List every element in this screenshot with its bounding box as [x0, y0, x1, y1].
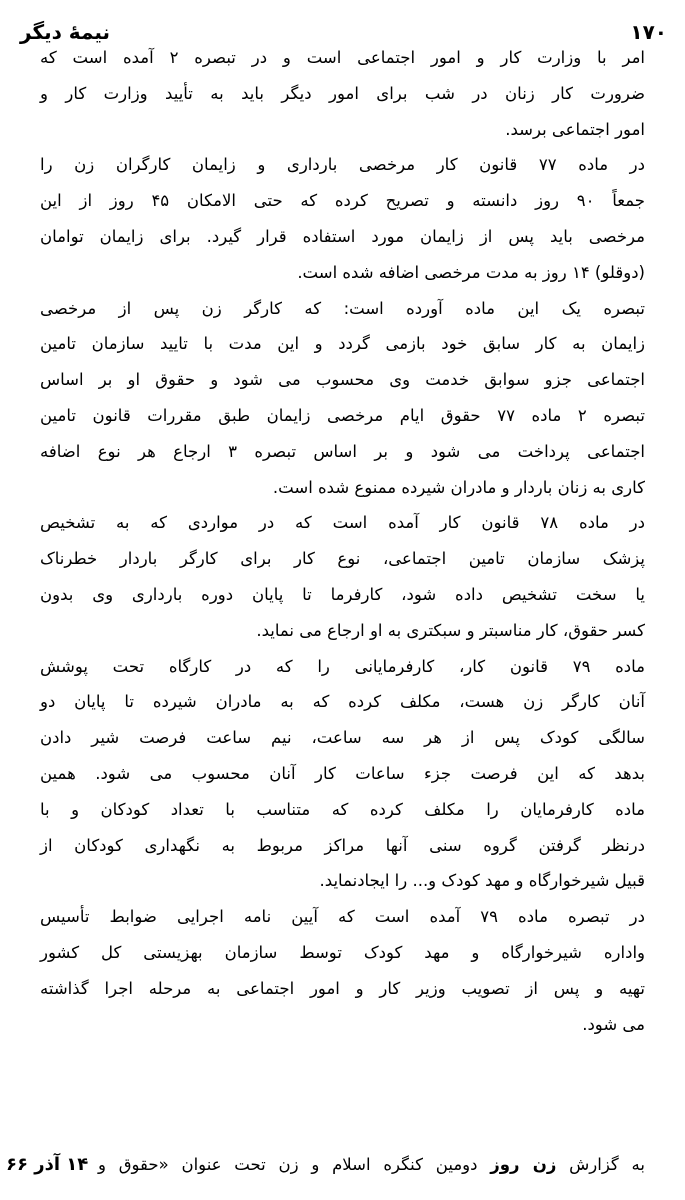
footnote-suffix: دومین کنگره اسلام و زن تحت عنوان «حقوق و [98, 1155, 491, 1174]
text-line: اجتماعی پرداخت می شود و بر اساس تبصره ۳ ارجاع هر نوع اضافه [40, 441, 645, 461]
text-line: بدهد که این فرصت جزء ساعات کار آنان محسوب می شود. همین [40, 763, 645, 783]
footnote-text [98, 1148, 645, 1182]
text-line: امر با وزارت کار و امور اجتماعی است و در تبصره ۲ آمده است که [40, 48, 646, 67]
text-line: جمعاً ۹۰ روز دانسته و تصریح کرده که حتی الامکان ۴۵ روز از این [40, 191, 645, 211]
footnote-source: زن روز [490, 1155, 557, 1174]
text-line: واداره شیرخوارگاه و مهد کودک توسط سازمان بهزیستی کل کشور [40, 942, 645, 962]
text-line: می شود. [582, 1014, 645, 1034]
text-line: قبیل شیرخوارگاه و مهد کودک و... را ایجادنماید. [319, 871, 645, 891]
footnote-prefix: به گزارش [556, 1155, 645, 1174]
text-line: کسر حقوق، کار مناسبتر و سبکتری به او ارجاع می نماید. [256, 620, 645, 640]
footnote-date: ۱۴ آذر ۶۶ [6, 1154, 89, 1175]
text-line: سالگی کودک پس از هر سه ساعت، نیم ساعت فرصت شیر دادن [40, 728, 645, 748]
text-line: تهیه و پس از تصویب وزیر کار و امور اجتماعی به مرحله اجرا گذاشته [40, 978, 645, 998]
text-line: ماده ۷۹ قانون کار، کارفرمایانی را که در کارگاه تحت پوشش [40, 656, 645, 676]
text-line: آنان کارگر زن هست، مکلف کرده که به مادران شیرده تا پایان دو [40, 692, 645, 712]
footnote-entry [6, 1148, 645, 1182]
text-line: اجتماعی جزو سوابق خدمت وی محسوب می شود و حقوق او بر اساس [40, 370, 645, 390]
page-number: ۱۷۰ [630, 20, 667, 44]
text-line: در تبصره ماده ۷۹ آمده است که آیین نامه اجرایی ضوابط تأسیس [40, 907, 645, 927]
running-title: نیمهٔ دیگر [20, 20, 111, 44]
text-line: در ماده ۷۷ قانون کار مرخصی بارداری و زایمان کارگران زن را [40, 155, 645, 175]
text-line: تبصره یک این ماده آورده است: که کارگر زن پس از مرخصی [40, 298, 645, 318]
text-line: تبصره ۲ ماده ۷۷ حقوق ایام مرخصی زایمان طبق مقررات قانون تامین [40, 405, 645, 425]
text-line: ماده کارفرمایان را مکلف کرده که متناسب با تعداد کودکان و با [40, 799, 645, 819]
text-line: (دوقلو) ۱۴ روز به مدت مرخصی اضافه شده است. [297, 262, 645, 282]
text-line: پزشک سازمان تامین اجتماعی، نوع کار برای کارگر باردار خطرناک [40, 549, 645, 569]
text-line: ضرورت کار زنان در شب برای امور دیگر باید به تأیید وزارت کار و [40, 83, 645, 103]
text-line: یا سخت تشخیص داده شود، کارفرما تا پایان دوره بارداری وی بدون [40, 584, 645, 604]
text-line: مرخصی باید پس از زایمان مورد استفاده قرار گیرد. برای زایمان توامان [40, 226, 645, 246]
page-body [40, 40, 645, 1042]
text-line: امور اجتماعی برسد. [505, 119, 645, 139]
text-line: کاری به زنان باردار و مادران شیرده ممنوع شده است. [272, 477, 645, 497]
text-line: در ماده ۷۸ قانون کار آمده است که در مواردی که به تشخیص [40, 513, 645, 533]
text-line: درنظر گرفتن گروه سنی آنها مراکز مربوط به نگهداری کودکان از [40, 835, 645, 855]
text-line: زایمان به کار سابق خود بازمی گردد و این مدت با تایید سازمان تامین [40, 334, 645, 354]
